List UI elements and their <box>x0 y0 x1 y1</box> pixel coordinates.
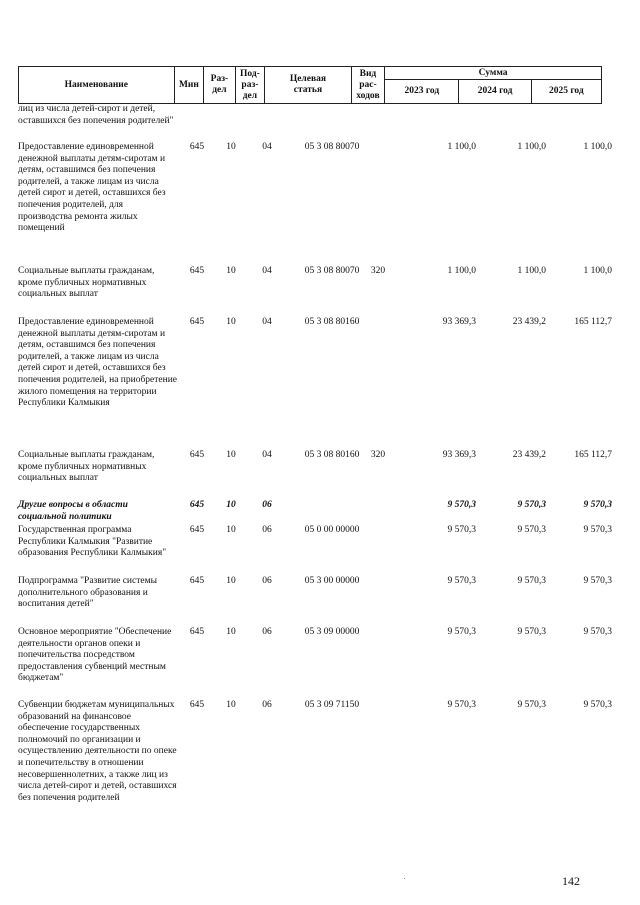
row-min: 645 <box>189 317 205 327</box>
scan-speck <box>404 878 405 879</box>
row-min: 645 <box>189 627 205 637</box>
row-cs: 05 0 00 00000 <box>304 525 360 535</box>
row-podrazdel: 04 <box>262 317 272 327</box>
row-razdel: 10 <box>226 317 236 327</box>
row-min: 645 <box>189 525 205 535</box>
row-2024: 1 100,0 <box>517 142 546 152</box>
row-min: 645 <box>189 142 205 152</box>
row-min: 645 <box>189 500 205 510</box>
row-name: Предоставление единовременной денежной выплаты детям-сиротам и детям, оставшимся без попечения родителей, а также лицам из числа детей сирот и детей, оставшихся без попечения родителей, для производства ремонта жилых помещений <box>18 142 166 234</box>
row-2025: 9 570,3 <box>583 525 612 535</box>
table-header <box>18 66 602 104</box>
row-2023: 9 570,3 <box>447 627 476 637</box>
row-2023: 1 100,0 <box>447 266 476 276</box>
row-min: 645 <box>189 450 205 460</box>
row-podrazdel: 06 <box>262 627 272 637</box>
row-name: Подпрограмма "Развитие системы дополнительного образования и воспитания детей" <box>18 576 157 610</box>
row-2024: 23 439,2 <box>512 317 546 327</box>
row-cs: 05 3 08 80160 <box>304 450 360 460</box>
header-min: Мин <box>174 67 204 104</box>
header-name: Наименование <box>19 67 175 104</box>
row-2024: 9 570,3 <box>517 700 546 710</box>
row-podrazdel: 06 <box>262 525 272 535</box>
row-cs: 05 3 00 00000 <box>304 576 360 586</box>
row-2023: 1 100,0 <box>447 142 476 152</box>
row-name: Социальные выплаты гражданам, кроме публичных нормативных социальных выплат <box>18 450 155 484</box>
row-razdel: 10 <box>226 142 236 152</box>
row-2025: 9 570,3 <box>583 500 612 510</box>
row-2023: 93 369,3 <box>442 317 476 327</box>
row-min: 645 <box>189 576 205 586</box>
header-2025: 2025 год <box>531 80 601 104</box>
row-2025: 165 112,7 <box>574 317 612 327</box>
row-2024: 1 100,0 <box>517 266 546 276</box>
row-razdel: 10 <box>226 525 236 535</box>
row-vid: 320 <box>370 450 386 460</box>
row-2024: 9 570,3 <box>517 576 546 586</box>
row-vid: 320 <box>370 266 386 276</box>
row-2025: 1 100,0 <box>583 142 612 152</box>
row-name: Предоставление единовременной денежной выплаты детям-сиротам и детям, оставшимся без попечения родителей, а также лицам из числа детей сирот и детей, оставшихся без попечения родителей, на приобретение жилого помещения на территории Республики Калмыкия <box>18 317 178 409</box>
row-name: Основное мероприятие "Обеспечение деятельности органов опеки и попечительства посредством предоставления субвенций местным бюджетам" <box>18 627 172 684</box>
header-2023: 2023 год <box>385 80 459 104</box>
header-razdel: Раз- дел <box>204 67 236 104</box>
row-2025: 9 570,3 <box>583 700 612 710</box>
row-podrazdel: 06 <box>262 576 272 586</box>
row-cs: 05 3 09 71150 <box>304 700 360 710</box>
row-razdel: 10 <box>226 700 236 710</box>
row-podrazdel: 06 <box>262 500 272 510</box>
row-2023: 9 570,3 <box>447 576 476 586</box>
row-2024: 9 570,3 <box>517 500 546 510</box>
row-name: Социальные выплаты гражданам, кроме публичных нормативных социальных выплат <box>18 266 155 300</box>
row-2025: 165 112,7 <box>574 450 612 460</box>
row-razdel: 10 <box>226 576 236 586</box>
row-name: Субвенции бюджетам муниципальных образований на финансовое обеспечение государственных полномочий по организации и осуществлению деятельности по опеке и попечительству в отношении несовершеннолетних, а также лиц из числа детей-сирот и детей, оставшихся без попечения родителей <box>18 700 177 803</box>
row-podrazdel: 06 <box>262 700 272 710</box>
row-2023: 9 570,3 <box>447 500 476 510</box>
row-name: Другие вопросы в области социальной политики <box>18 500 128 522</box>
row-2023: 9 570,3 <box>447 525 476 535</box>
row-podrazdel: 04 <box>262 450 272 460</box>
row-cs: 05 3 08 80070 <box>304 266 360 276</box>
header-podrazdel: Под- раз- дел <box>235 67 265 104</box>
row-2025: 9 570,3 <box>583 627 612 637</box>
row-podrazdel: 04 <box>262 266 272 276</box>
row-razdel: 10 <box>226 450 236 460</box>
row-2024: 9 570,3 <box>517 627 546 637</box>
row-2023: 93 369,3 <box>442 450 476 460</box>
row-2023: 9 570,3 <box>447 700 476 710</box>
row-cs: 05 3 09 00000 <box>304 627 360 637</box>
header-summa: Сумма <box>385 67 602 80</box>
row-min: 645 <box>189 700 205 710</box>
header-vid: Вид рас- ходов <box>351 67 385 104</box>
header-cs: Целевая статья <box>265 67 351 104</box>
row-name: лиц из числа детей-сирот и детей, оставшихся без попечения родителей" <box>18 104 174 126</box>
row-razdel: 10 <box>226 266 236 276</box>
row-name: Государственная программа Республики Калмыкия "Развитие образования Республики Калмыкия" <box>18 525 167 559</box>
row-2024: 9 570,3 <box>517 525 546 535</box>
row-2025: 9 570,3 <box>583 576 612 586</box>
row-min: 645 <box>189 266 205 276</box>
header-2024: 2024 год <box>459 80 531 104</box>
row-cs: 05 3 08 80070 <box>304 142 360 152</box>
row-podrazdel: 04 <box>262 142 272 152</box>
row-2024: 23 439,2 <box>512 450 546 460</box>
row-cs: 05 3 08 80160 <box>304 317 360 327</box>
row-razdel: 10 <box>226 627 236 637</box>
row-2025: 1 100,0 <box>583 266 612 276</box>
row-razdel: 10 <box>226 500 236 510</box>
page-number: 142 <box>562 874 580 888</box>
